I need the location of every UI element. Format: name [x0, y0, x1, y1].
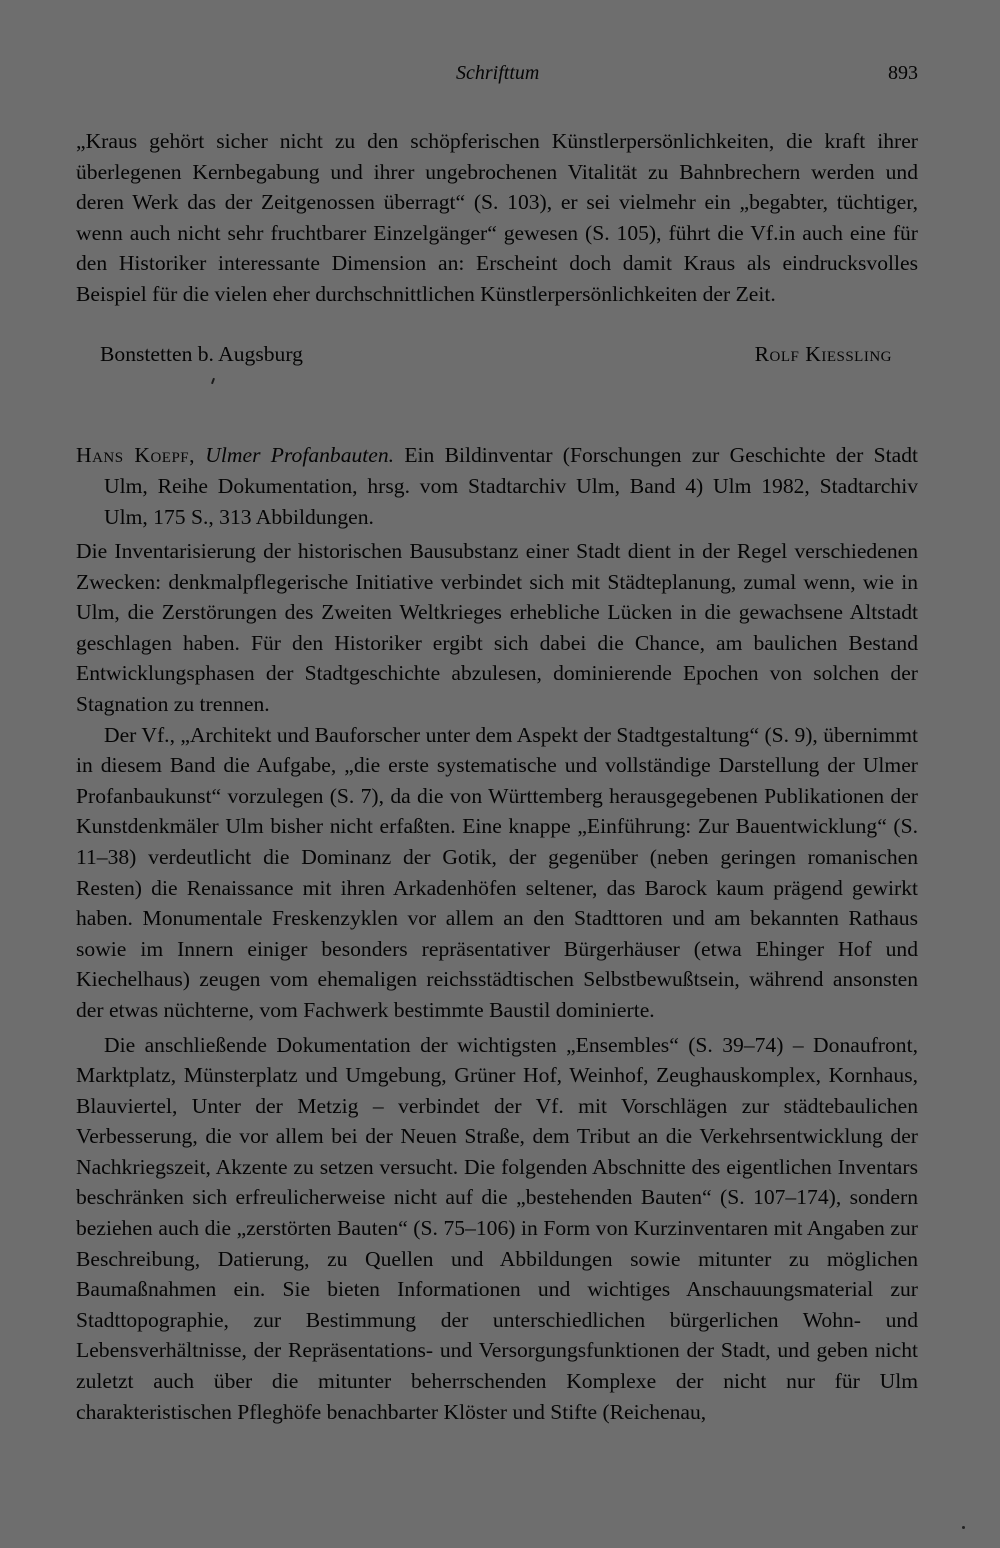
page-number: 893: [888, 62, 918, 84]
reviewer-name: Rolf Kiessling: [754, 342, 892, 366]
bib-author: Hans Koepf,: [76, 443, 196, 467]
review2-body: [76, 536, 918, 1427]
scan-speck: [962, 1526, 965, 1529]
paragraph: Der Vf., „Architekt und Bauforscher unter dem Aspekt der Stadtgestaltung“ (S. 9), übernimmt in diesem Band die Aufgabe, „die erste systematische und vollständige Darstellung der Ulmer Profanbaukunst“ vorzulegen (S. 7), da die von Württemberg herausgegebenen Publikationen der Kunstdenkmäler Ulm bisher nicht erfaßten. Eine knappe „Einführung: Zur Bauentwicklung“ (S. 11–38) verdeutlicht die Dominanz der Gotik, der gegenüber (neben geringen romanischen Resten) die Renaissance mit ihren Arkadenhöfen seltener, das Barock kaum prägend gewirkt haben. Monumentale Freskenzyklen vor allem an den Stadttoren und am bekannten Rathaus sowie im Innern einiger besonders repräsentativer Bürgerhäuser (etwa Ehinger Hof und Kiechelhaus) zeugen vom ehemaligen reichsstädtischen Selbstbewußtsein, während ansonsten der etwas nüchterne, vom Fachwerk bestimmte Baustil dominierte.: [76, 722, 918, 1022]
running-head: [0, 62, 1000, 92]
scan-speck: [211, 378, 215, 384]
review1-signature: [100, 342, 892, 374]
paragraph: Die anschließende Dokumentation der wichtigsten „Ensembles“ (S. 39–74) – Donaufront, Marktplatz, Münsterplatz und Umgebung, Grüner Hof, Weinhof, Zeughauskomplex, Kornhaus, Blauviertel, Unter der Metzig – verbindet der Vf. mit Vorschlägen zur städtebaulichen Verbesserung, die vor allem bei der Neuen Straße, dem Tribut an die Verkehrsentwicklung der Nachkriegszeit, Akzente zu setzen versucht. Die folgenden Abschnitte des eigentlichen Inventars beschränken sich erfreulicherweise nicht auf die „bestehenden Bauten“ (S. 107–174), sondern beziehen auch die „zerstörten Bauten“ (S. 75–106) in Form von Kurzinventaren mit Angaben zur Beschreibung, Datierung, zu Quellen und Abbildungen sowie mitunter zu möglichen Baumaßnahmen ein. Sie bieten Informationen und wichtiges Anschauungsmaterial zur Stadttopographie, zur Bestimmung der unterschiedlichen bürgerlichen Wohn- und Lebensverhältnisse, der Repräsentations- und Versorgungsfunktionen der Stadt, und geben nicht zuletzt auch über die mitunter beherrschenden Komplexe der nicht nur für Ulm charakteristischen Pfleghöfe benachbarter Klöster und Stifte (Reichenau,: [76, 1032, 918, 1424]
review1-text: „Kraus gehört sicher nicht zu den schöpferischen Künstlerpersönlichkeiten, die kraft ihrer überlegenen Kernbegabung und ihrer ungebrochenen Vitalität zu Bahnbrechern werden und deren Werk das der Zeitgenossen überragt“ (S. 103), er sei vielmehr ein „begabter, tüchtiger, wenn auch nicht sehr fruchtbarer Einzelgänger“ gewesen (S. 105), führt die Vf.in auch eine für den Historiker interessante Dimension an: Erscheint doch damit Kraus als eindrucksvolles Beispiel für die vielen eher durchschnittlichen Künstlerpersönlichkeiten der Zeit.: [76, 129, 918, 306]
bibliographic-entry: [76, 440, 918, 533]
running-head-title: Schrifttum: [456, 62, 540, 84]
paragraph: Die Inventarisierung der historischen Bausubstanz einer Stadt dient in der Regel verschiedenen Zwecken: denkmalpflegerische Initiative verbindet sich mit Städteplanung, zumal wenn, wie in Ulm, die Zerstörungen des Zweiten Weltkrieges erhebliche Lücken in die gewachsene Altstadt geschlagen haben. Für den Historiker ergibt sich dabei die Chance, am baulichen Bestand Entwicklungsphasen der Stadtgeschichte abzulesen, dominierende Epochen von solchen der Stagnation zu trennen.: [76, 539, 918, 716]
bib-title: Ulmer Profanbauten.: [205, 443, 395, 467]
bib-details: Ein Bildinventar (Forschungen zur Geschichte der Stadt Ulm, Reihe Dokumentation, hrsg. vom Stadtarchiv Ulm, Band 4) Ulm 1982, Stadtarchiv Ulm, 175 S., 313 Abbildungen.: [104, 443, 918, 529]
reviewer-place: Bonstetten b. Augsburg: [100, 342, 303, 366]
